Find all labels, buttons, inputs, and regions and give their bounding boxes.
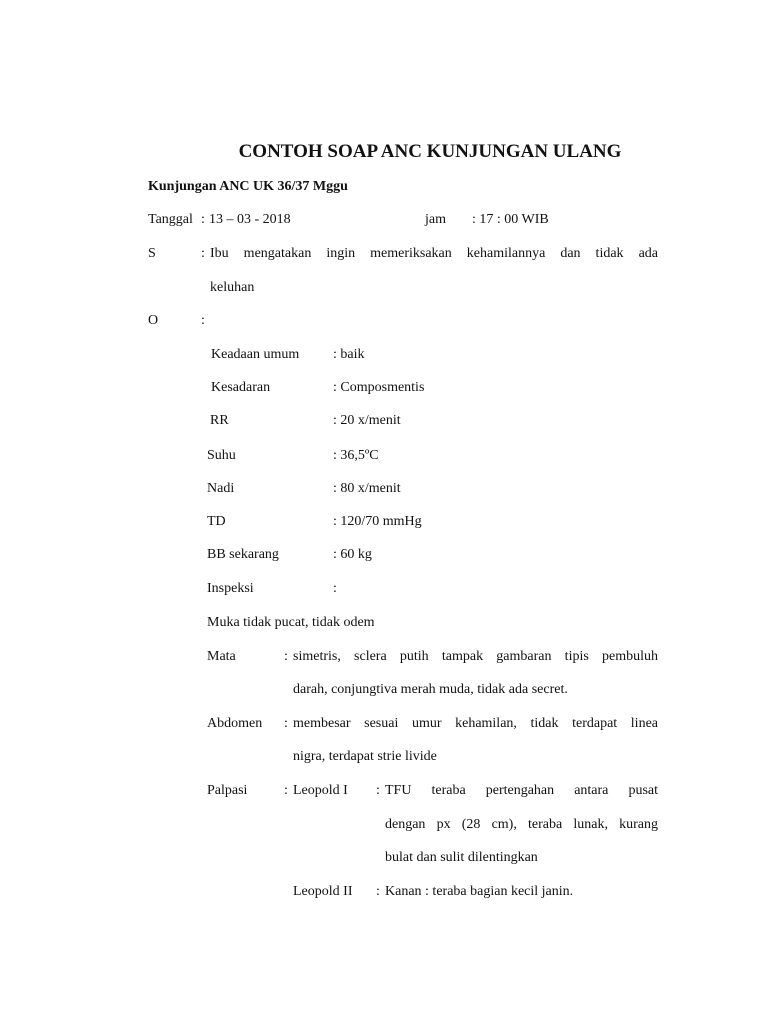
leopold-2-finding: Kanan : teraba bagian kecil janin. [385,884,574,899]
eye-finding-line-1: simetris, sclera putih tampak gambaran tipis pembuluh [293,649,658,664]
leopold-1-colon: : [376,783,380,798]
leopold-1-label: Leopold I [293,783,348,798]
vital-value: : 60 kg [333,547,372,562]
document-title: CONTOH SOAP ANC KUNJUNGAN ULANG [238,141,622,162]
leopold-2-colon: : [376,884,380,899]
vital-label: TD [207,514,226,529]
abdomen-finding-line-1: membesar sesuai umur kehamilan, tidak terdapat linea [293,716,658,731]
leopold-1-line-2: dengan px (28 cm), teraba lunak, kurang [385,817,658,832]
date-value: 13 – 03 - 2018 [209,212,291,227]
subjective-line-2: keluhan [210,280,255,295]
date-label: Tanggal [148,212,193,227]
palpation-colon: : [284,783,288,798]
vital-label: Nadi [207,481,235,496]
subjective-line-1: Ibu mengatakan ingin memeriksakan kehamilannya dan tidak ada [210,246,658,261]
vital-label: Keadaan umum [211,347,300,362]
vital-label: Kesadaran [211,380,271,395]
leopold-1-line-1: TFU teraba pertengahan antara pusat [385,783,658,798]
vital-value: : 36,5ºC [333,448,379,463]
o-colon: : [201,313,205,328]
visit-subtitle: Kunjungan ANC UK 36/37 Mggu [148,179,348,194]
time-label: jam [425,212,446,227]
eye-label: Mata [207,649,236,664]
palpation-label: Palpasi [207,783,248,798]
eye-finding-line-2: darah, conjungtiva merah muda, tidak ada secret. [293,682,568,697]
abdomen-label: Abdomen [207,716,263,731]
time-value: : 17 : 00 WIB [472,212,549,227]
eye-colon: : [284,649,288,664]
vital-value: : 120/70 mmHg [333,514,422,529]
date-colon: : [201,212,205,227]
vital-value: : baik [333,347,365,362]
vital-value: : Composmentis [333,380,425,395]
abdomen-finding-line-2: nigra, terdapat strie livide [293,749,437,764]
vital-label: BB sekarang [207,547,279,562]
o-letter: O [148,313,159,328]
leopold-1-line-3: bulat dan sulit dilentingkan [385,850,538,865]
leopold-2-label: Leopold II [293,884,353,899]
vital-value: : 20 x/menit [333,413,401,428]
vital-label: Inspeksi [207,581,254,596]
abdomen-colon: : [284,716,288,731]
s-letter: S [148,246,156,261]
vital-label: RR [210,413,229,428]
vital-value: : [333,581,337,596]
s-colon: : [201,246,205,261]
vital-value: : 80 x/menit [333,481,401,496]
vital-label: Suhu [207,448,236,463]
face-finding: Muka tidak pucat, tidak odem [207,615,375,630]
